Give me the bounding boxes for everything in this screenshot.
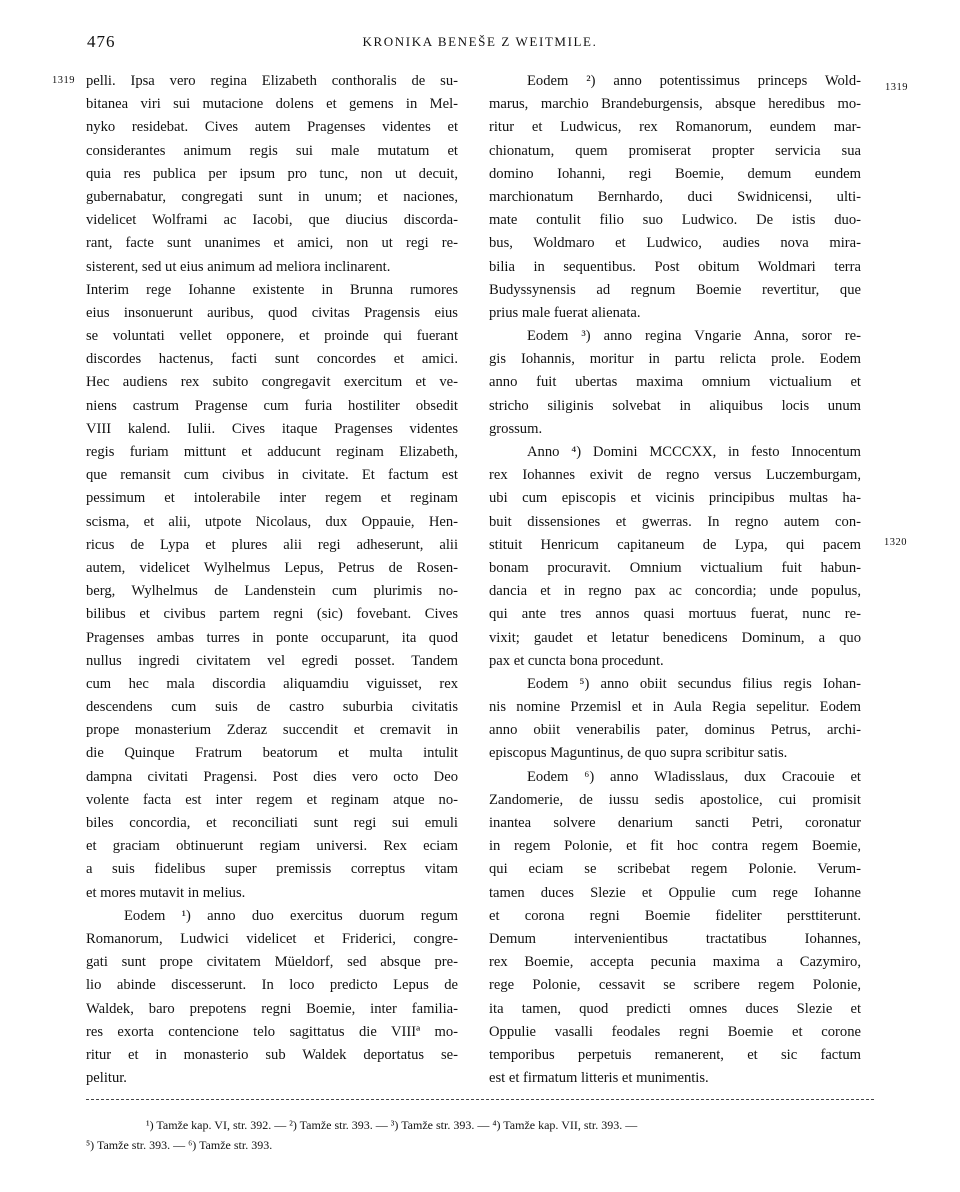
running-title: KRONIKA BENEŠE Z WEITMILE.	[362, 34, 598, 49]
text-line: qui eciam se scribebat regem Polonie. Verum-	[489, 861, 861, 878]
text-line: anno obiit venerabilis pater, dominus Petrus, archi-	[489, 722, 861, 739]
text-line: vixit; gaudet et letatur benedicens Dominum, a quo	[489, 629, 861, 646]
text-line: Eodem ⁶) anno Wladisslaus, dux Cracouie et	[527, 768, 861, 785]
page-header	[0, 32, 960, 56]
text-line: cum hec mala discordia aliquamdiu viguisset, rex	[86, 675, 458, 692]
text-line: tamen duces Slezie et Oppulie cum rege Iohanne	[489, 884, 861, 901]
text-line: Budyssynensis ad regnum Boemie revertitur, que	[489, 281, 861, 298]
text-line: se voluntati vellet opponere, et proinde qui fuerant	[86, 328, 458, 345]
text-line: et mores mutavit in melius.	[86, 884, 246, 901]
text-line: pessimum et intolerabile inter regem et reginam	[86, 490, 458, 507]
text-line: in regem Polonie, et fit hoc contra regem Boemie,	[489, 838, 861, 855]
footnote-divider	[86, 1099, 874, 1100]
text-line: nyko residebat. Cives autem Pragenses videntes et	[86, 119, 458, 136]
text-line: ritur et in monasterio sub Waldek deportatus se-	[86, 1046, 458, 1063]
text-line: VIII kalend. Iulii. Cives itaque Pragenses videntes	[86, 420, 458, 437]
text-line: eius insonuerunt auribus, quod civitas Pragensis eius	[86, 304, 458, 321]
text-line: res exorta contencione telo sagittatus die VIIIª mo-	[86, 1023, 458, 1040]
text-line: rege Polonie, cessavit se scribere regem Polonie,	[489, 977, 861, 994]
text-line: domino Iohanni, regi Boemie, demum eundem	[489, 165, 861, 182]
text-line: niens castrum Pragense cum furia hostiliter obsedit	[86, 397, 458, 414]
text-line: autem, videlicet Wylhelmus Lepus, Petrus de Rosen-	[86, 559, 458, 576]
text-line: a suis fidelibus super premissis correptus vitam	[86, 861, 458, 878]
margin-year-left: 1319	[52, 75, 75, 86]
text-line: stituit Henricum capitaneum de Lypa, qui pacem	[489, 536, 861, 553]
text-line: regis furiam mittunt et adducunt reginam Elizabeth,	[86, 444, 458, 460]
text-line: qui ante tres annos quasi mortuus fuerat, nunc re-	[489, 606, 861, 623]
text-line: Demum intervenientibus tractatibus Iohannes,	[489, 930, 861, 947]
text-line: est et firmatum litteris et munimentis.	[489, 1070, 709, 1087]
text-line: scisma, et alii, utpote Nicolaus, dux Oppauie, Hen-	[86, 513, 458, 530]
footnote-line: ⁵) Tamže str. 393. — ⁶) Tamže str. 393.	[86, 1138, 273, 1152]
footnote-line: ¹) Tamže kap. VI, str. 392. — ²) Tamže str. 393. — ³) Tamže str. 393. — ⁴) Tamže kap. VII, str. 393. —	[146, 1118, 638, 1132]
text-line: rex Boemie, accepta pecunia maxima a Cazymiro,	[489, 954, 861, 971]
text-line: rex Iohannes exivit de regno versus Luczemburgam,	[489, 467, 861, 484]
text-line: pax et cuncta bona procedunt.	[489, 652, 664, 669]
text-line: que remansit cum civibus in civitate. Et factum est	[86, 467, 458, 484]
text-line: pelli. Ipsa vero regina Elizabeth conthoralis de su-	[86, 73, 458, 89]
footnotes	[86, 1115, 886, 1155]
text-line: marus, marchio Brandeburgensis, absque heredibus mo-	[489, 96, 861, 113]
text-line: Waldek, baro prepotens regni Boemie, inter familia-	[86, 1000, 458, 1017]
text-line: Eodem ³) anno regina Vngarie Anna, soror re-	[527, 328, 861, 345]
text-line: bitanea viri sui mutacione dolens et gemens in Mel-	[86, 96, 458, 113]
text-line: et corona regni Boemie fideliter persttiterunt.	[489, 907, 861, 924]
text-line: nis nomine Przemisl et in Aula Regia sepelitur. Eodem	[489, 699, 861, 716]
text-line: bilia in sequentibus. Post obitum Woldmari terra	[489, 258, 861, 275]
text-line: ritur et Ludwicus, rex Romanorum, eundem mar-	[489, 119, 861, 136]
text-line: prius male fuerat alienata.	[489, 304, 641, 321]
text-line: ita tamen, quod predicti omnes duces Slezie et	[489, 1000, 861, 1017]
text-line: inantea solvere denarium sancti Petri, coronatur	[489, 815, 861, 831]
text-line: discordes hactenus, facti sunt concordes et amici.	[86, 351, 458, 368]
text-line: et graciam obtinuerunt regiam universi. Rex eciam	[86, 838, 458, 855]
text-line: pelitur.	[86, 1070, 127, 1087]
text-line: videlicet Wolframi ac Iacobi, que diucius discorda-	[86, 212, 458, 229]
text-line: stricho siliginis solvebat in aliquibus locis unum	[489, 397, 861, 414]
text-line: bilibus et civibus partem regni (sic) fovebant. Cives	[86, 606, 458, 623]
text-line: descendens cum suis de castro suburbia civitatis	[86, 699, 458, 716]
text-line: Anno ⁴) Domini MCCCXX, in festo Innocentum	[527, 444, 861, 460]
text-line: ricus de Lypa et plures alii regi adheserunt, alii	[86, 536, 458, 553]
right-text-column	[489, 70, 861, 1090]
text-line: mate contulit filio suo Ludwico. De istis duo-	[489, 212, 861, 229]
text-line: bus, Woldmaro et Ludwico, audies nova mira-	[489, 235, 861, 252]
text-line: volente facta est inter regem et reginam atque no-	[86, 791, 458, 808]
margin-year-right-bottom: 1320	[884, 537, 907, 548]
text-line: Zandomerie, de iussu sedis apostolice, cui promisit	[489, 791, 861, 808]
text-line: biles concordia, et reconciliati sunt regi sui emuli	[86, 815, 458, 831]
text-line: bonam procuravit. Omnium victualium fuit habun-	[489, 559, 861, 576]
text-line: gis Iohannis, moritur in partu relicta prole. Eodem	[489, 351, 861, 368]
text-line: quia res publica per ipsum pro tunc, non ut decuit,	[86, 165, 458, 182]
text-line: lio abinde discesserunt. In loco predicto Lepus de	[86, 977, 458, 994]
text-line: Interim rege Iohanne existente in Brunna rumores	[86, 281, 458, 298]
text-line: sisterent, sed ut eius animum ad meliora inclinarent.	[86, 258, 391, 275]
text-line: gati sunt prope civitatem Müeldorf, sed absque pre-	[86, 954, 458, 971]
text-line: Eodem ²) anno potentissimus princeps Wold-	[527, 73, 861, 89]
text-line: Oppulie vasalli feodales regni Boemie et corone	[489, 1023, 861, 1040]
text-line: prope monasterium Zderaz succendit et cremavit in	[86, 722, 458, 739]
text-line: nullus ingredi civitatem vel egredi posset. Tandem	[86, 652, 458, 669]
text-line: rant, facte sunt unanimes et amici, non ut regi re-	[86, 235, 458, 252]
margin-year-right-top: 1319	[885, 82, 908, 93]
text-line: considerantes animum regis sui male mutatum et	[86, 142, 458, 159]
left-text-column	[86, 70, 458, 1090]
text-line: Hec audiens rex subito congregavit exercitum et ve-	[86, 374, 458, 391]
text-line: berg, Wylhelmus de Landenstein cum plurimis no-	[86, 583, 458, 600]
text-line: Eodem ⁵) anno obiit secundus filius regis Iohan-	[527, 675, 861, 692]
text-line: dancia et in regno pax ac concordia; unde populus,	[489, 583, 861, 600]
text-line: gubernabatur, congregati sunt in unum; et naciones,	[86, 188, 458, 205]
text-line: marchionatum Bernhardo, duci Swidnicensi, ulti-	[489, 188, 861, 205]
text-line: chionatum, quem promiserat propter servicia sua	[489, 142, 861, 159]
page-number: 476	[87, 32, 116, 51]
text-line: dampna civitati Pragensi. Post dies vero octo Deo	[86, 768, 458, 785]
text-line: die Quinque Fratrum beatorum et multa intulit	[86, 745, 458, 762]
text-line: anno fuit ubertas maxima omnium victualium et	[489, 374, 861, 391]
text-line: ubi cum episcopis et vicinis principibus multas ha-	[489, 490, 861, 507]
text-line: Romanorum, Ludwici videlicet et Friderici, congre-	[86, 930, 458, 947]
text-line: buit dissensiones et gwerras. In regno autem con-	[489, 513, 861, 530]
text-line: episcopus Maguntinus, de quo supra scribitur satis.	[489, 745, 788, 762]
text-line: temporibus perpetuis remanerent, et sic factum	[489, 1046, 861, 1063]
text-line: Eodem ¹) anno duo exercitus duorum regum	[124, 907, 458, 924]
text-line: Pragenses ambas turres in ponte occuparunt, ita quod	[86, 629, 458, 646]
text-line: grossum.	[489, 420, 543, 437]
